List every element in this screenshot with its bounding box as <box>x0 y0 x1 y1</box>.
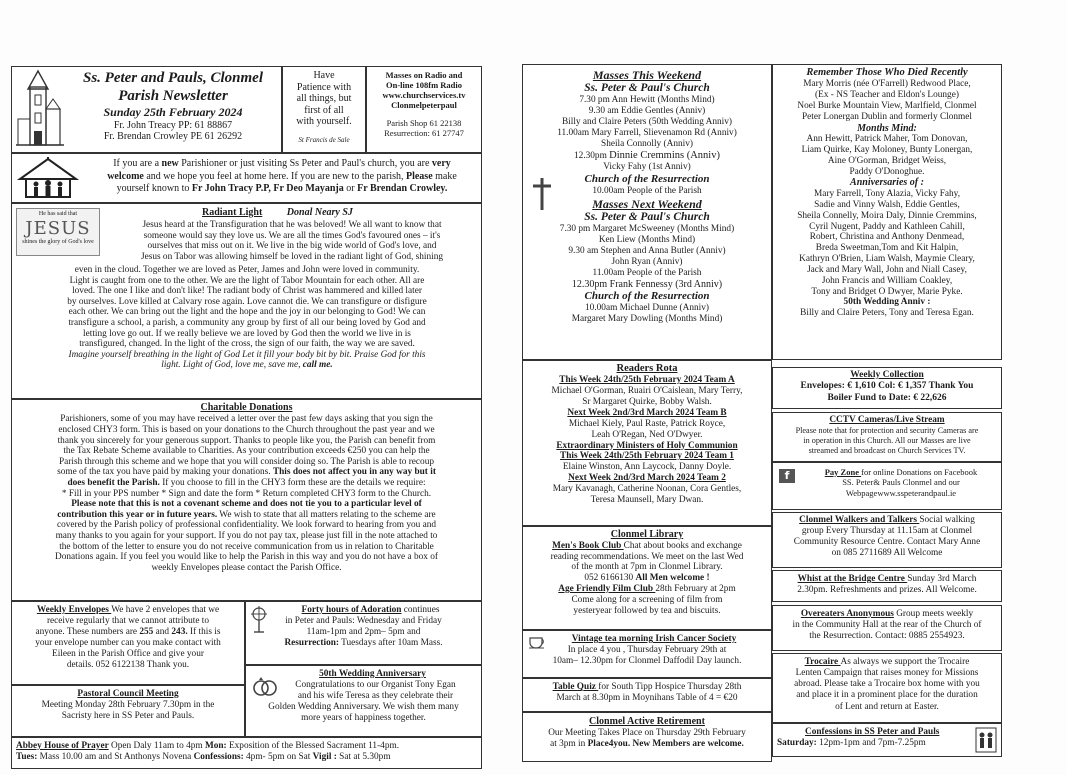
adoration-line: 11am-1pm and 2pm– 5pm and <box>306 626 421 637</box>
trocaire-line: of Lent and return at Easter. <box>835 701 939 712</box>
body-line: someone would say they love us. We are all the times God's favoured ones – it's <box>143 230 441 241</box>
envelopes-line: your envelope number can you make contact with <box>35 637 221 648</box>
mass-line: 11.00am People of the Parish <box>592 267 702 278</box>
body-line: Parishioners, some of you may have received a letter over the past few days asking that you sign the <box>60 414 433 425</box>
masses-next-weekend-heading: Masses Next Weekend <box>592 196 702 211</box>
remember-line: Jack and Mary Wall, John and Niall Casey, <box>807 264 967 275</box>
remember-heading: Remember Those Who Died Recently <box>806 67 968 78</box>
radio-line: Clonmelpeterpaul <box>391 100 457 111</box>
mass-line: Billy and Claire Peters (50th Wedding Anniv) <box>561 117 733 128</box>
wedding-line: Golden Wedding Anniversary. We wish them many <box>268 701 459 712</box>
library-heading: Clonmel Library <box>610 529 684 540</box>
retirement-heading: Clonmel Active Retirement <box>589 716 705 727</box>
team-line: Sr Margaret Quirke, Bobby Walsh. <box>582 397 712 408</box>
radio-line: Masses on Radio and <box>385 70 463 80</box>
vintage-line: 10am– 12.30pm for Clonmel Daffodil Day launch. <box>552 656 742 667</box>
resurrection-phone: Resurrection: 61 27747 <box>384 128 464 139</box>
mass-line: 9.30 am Stephen and Anna Butler (Anniv) <box>568 245 726 256</box>
body-line: many thanks to you again for your support. If you do not pay tax, please just fill in the note attached to <box>55 530 438 541</box>
retirement-line: at 3pm in Place4you. New Members are welcome. <box>550 739 744 750</box>
wedding-line: and his wife Teresa as they celebrate their <box>297 690 454 701</box>
remember-line: Mary Morris (née O'Farrell) Redwood Place, <box>803 79 971 90</box>
walkers-line: group Every Thursday at 11.15am at Clonmel <box>801 525 973 536</box>
trocaire-line: and place it in a prominent place for the duration <box>796 690 978 701</box>
remember-line: Aine O'Gorman, Bridget Weiss, <box>827 155 947 166</box>
charitable-heading: Charitable Donations <box>200 402 293 413</box>
cctv-line: in operation in this Church. All our Masses are live <box>803 436 971 445</box>
body-line: covered by the Parish policy of professional confidentiality. We look forward to hearing from you and <box>56 520 437 531</box>
readers-heading: Readers Rota <box>616 363 678 374</box>
body-line: some of the tax you have paid by making your donations. This does not affect you in any way but it <box>57 467 436 478</box>
trocaire-box <box>772 653 1002 723</box>
remember-line: (Ex - NS Teacher and Eldon's Lounge) <box>815 90 959 101</box>
months-mind-heading: Months Mind: <box>857 122 917 134</box>
payzone-line: SS. Peter& Pauls Clonmel and our <box>842 477 960 488</box>
body-line: letting love go out. If we really believe we are loved by God then the world we live in is <box>83 328 411 339</box>
whist-line: 2.30pm. Refreshments and prizes. All Welcome. <box>797 585 977 596</box>
masses-this-weekend-heading: Masses This Weekend <box>592 68 702 82</box>
welcome-line: If you are a new Parishioner or just visiting Ss Peter and Paul's church, you are very <box>113 158 451 169</box>
confessions-heading: Confessions in SS Peter and Pauls <box>805 727 940 737</box>
wedding-line: Congratulations to our Organist Tony Egan <box>295 679 456 690</box>
table-quiz-box <box>522 678 772 712</box>
mass-line: 10.00am Michael Dunne (Anniv) <box>585 303 709 314</box>
cctv-box <box>772 412 1002 462</box>
body-line: Please note that this is not a covenant scheme and does not tie you to a particular level of <box>71 499 422 510</box>
collection-line: Envelopes: € 1,610 Col: € 1,357 Thank You <box>800 381 974 392</box>
team-heading: Next Week 2nd/3rd March 2024 Team 2 <box>568 473 726 484</box>
collection-line: Boiler Fund to Date: € 22,626 <box>827 392 947 403</box>
library-line: yesteryear followed by tea and biscuits. <box>573 605 721 616</box>
library-line: reading recommendations. We meet on the last Wed <box>550 551 744 562</box>
mass-line: 7.30 pm Ann Hewitt (Months Mind) <box>579 95 715 106</box>
facebook-icon: f <box>779 469 795 483</box>
mass-line: John Ryan (Anniv) <box>611 256 683 267</box>
body-line: transfigured, changed. In the light of the cross, the sign of our faith, the way we are saved. <box>79 339 415 350</box>
weekly-envelopes-box <box>11 601 245 685</box>
remember-line: Tony and Bridget O Dwyer, Marie Pyke. <box>811 286 963 297</box>
body-line: Donations again. If you feel you would like to help the Parish in this way and you do not have a box of <box>55 552 438 563</box>
radiant-light-box <box>11 203 482 399</box>
abbey-line: Tues: Mass 10.00 am and St Anthonys Novena Confessions: 4pm- 5pm on Sat Vigil : Sat at 5.30pm <box>16 752 391 763</box>
team-line: Elaine Winston, Ann Laycock, Danny Doyle. <box>562 462 732 473</box>
envelopes-line: Weekly Envelopes We have 2 envelopes that we <box>36 605 220 615</box>
team-line: Leah O'Regan, Ned O'Dwyer. <box>591 429 703 440</box>
radiant-heading: Radiant Light <box>202 207 263 218</box>
quote-line: all things, but <box>296 93 352 104</box>
mass-line: 7.30 pm Margaret McSweeney (Months Mind) <box>559 224 735 235</box>
cctv-line: streamed and broadcast on Church Services TV. <box>808 445 966 455</box>
retirement-line: Our Meeting Takes Place on Thursday 29th February <box>548 728 746 738</box>
whist-box <box>772 570 1002 602</box>
payzone-line: Webpagewww.sspeterandpaul.ie <box>845 487 957 498</box>
quote-line: Patience with <box>296 81 352 93</box>
teacup-icon <box>529 635 547 649</box>
remember-line: Billy and Claire Peters, Tony and Teresa Egan. <box>800 308 974 319</box>
church-heading: Ss. Peter & Paul's Church <box>584 210 710 223</box>
adoration-line: Forty hours of Adoration continues <box>301 605 440 615</box>
remember-line: Liam Quirke, Kay Moloney, Bunty Lonergan, <box>801 145 973 155</box>
library-box <box>522 526 772 630</box>
body-line: thank you sincerely for your generous support. Thanks to people like you, the Parish can benefit from <box>57 435 436 446</box>
body-line: even in the cloud. Together we are loved as Peter, James and John were loved in community. <box>74 265 420 275</box>
active-retirement-box <box>522 712 772 762</box>
radiant-author: Donal Neary SJ <box>286 207 353 218</box>
mass-line: 10.00am People of the Parish <box>592 185 702 196</box>
envelopes-line: anyone. These numbers are 255 and 243. If this is <box>35 626 221 637</box>
mass-line: Sheila Connolly (Anniv) <box>601 138 693 149</box>
vintage-tea-box <box>522 630 772 678</box>
jesus-image: He has said that JESUS shines the glory of God's love <box>16 208 100 256</box>
quote-line: first of all <box>304 104 344 116</box>
body-line: loved. The one I like and don't like! The radiant body of Christ was hammered and killed later <box>72 286 422 297</box>
remember-line: Cyril Nugent, Paddy and Kathleen Cahill, <box>809 221 965 232</box>
body-line: by ourselves. Love killed at Calvary rose again. Love cannot die. We can transfigure or disfigure <box>67 296 427 307</box>
remember-line: Ann Hewitt, Patrick Maher, Tom Donovan, <box>806 134 968 145</box>
remember-line: Robert, Christina and Anthony Denmead, <box>809 232 965 243</box>
mass-line: 12.30pm Dinnie Cremmins (Anniv) <box>574 149 720 161</box>
welcome-line: welcome and we hope you feel at home here. If you are new to the parish, Please make <box>107 170 457 182</box>
shop-phone: Parish Shop 61 22138 <box>386 118 462 129</box>
remember-box <box>772 64 1002 360</box>
wedding-rings-icon <box>252 676 278 698</box>
wedding-anniv-heading: 50th Wedding Anniv : <box>843 297 931 308</box>
radio-line: www.churchservices.tv <box>382 90 466 101</box>
remember-line: Sheila Connelly, Moira Daly, Dinnie Cremmins, <box>797 210 977 221</box>
quote-line: with yourself. <box>296 116 352 127</box>
readers-rota-box <box>522 360 772 526</box>
remember-line: Mary Farrell, Tony Alazia, Vicky Fahy, <box>813 189 961 200</box>
team-line: Teresa Maunsell, Mary Dwan. <box>590 494 704 505</box>
mass-line: 9.30 am Eddie Gentles (Anniv) <box>588 106 706 117</box>
pastoral-council-box <box>11 685 245 737</box>
overeaters-box <box>772 605 1002 651</box>
walkers-line: on 085 2711689 All Welcome <box>831 547 943 558</box>
walkers-box <box>772 512 1002 568</box>
whist-line: Whist at the Bridge Centre Sunday 3rd March <box>797 574 977 584</box>
team-heading: This Week 24th/25th February 2024 Team 1 <box>560 451 734 462</box>
body-line: the Tax Rebate Scheme available to Charities. As your contribution exceeds €250 you can help the <box>63 446 430 457</box>
church-heading: Church of the Resurrection <box>584 173 710 186</box>
crucifix-icon <box>531 177 553 211</box>
reflection-line: Imagine yourself breathing in the light of God Let it fill your body bit by bit. Praise God for this <box>68 349 426 360</box>
walkers-line: Clonmel Walkers and Talkers Social walking <box>799 515 975 525</box>
church-logo <box>16 69 64 149</box>
remember-line: Kathryn O'Brien, Liam Walsh, Maymie Cleary, <box>799 254 975 265</box>
body-line: ourselves that miss out on it. We live in the big wide world of God's love, and <box>147 241 437 252</box>
body-line: Light is caught from one to the other. We are the light of Tabor Mountain for each other. All are <box>69 275 425 286</box>
wedding-line: more years of happiness together. <box>301 712 426 723</box>
envelopes-line: receive regularly that we cannot attribute to <box>46 615 210 626</box>
adoration-box <box>245 601 482 665</box>
body-line: does benefit the Parish. If you choose to fill in the CHY3 form these are the details we require: <box>67 477 426 488</box>
weekly-collection-box <box>772 367 1002 409</box>
anniversaries-heading: Anniversaries of : <box>850 177 924 189</box>
pastoral-heading: Pastoral Council Meeting <box>77 689 179 699</box>
envelopes-line: Eileen in the Parish Office and give your <box>52 648 204 659</box>
remember-line: Noel Burke Mountain View, Marlfield, Clonmel <box>797 100 977 111</box>
wedding-anniversary-box <box>245 665 482 737</box>
remember-line: Paddy O'Donoghue. <box>849 166 925 177</box>
remember-line: John Francis and William Coakley, <box>821 275 953 286</box>
collection-heading: Weekly Collection <box>850 370 924 380</box>
church-heading: Church of the Resurrection <box>584 290 710 303</box>
trocaire-line: Lenten Campaign that raises money for Missions <box>795 668 979 679</box>
library-line: 052 6166130 All Men welcome ! <box>584 573 710 584</box>
body-line: transfigure a school, a parish, a community any group by first of all our being loved by God and <box>68 317 426 328</box>
abbey-house-box <box>11 737 482 769</box>
masses-radio-box <box>366 66 482 153</box>
confessions-box <box>772 723 1002 757</box>
newsletter-subtitle: Parish Newsletter <box>118 87 228 104</box>
mass-line: 11.00am Mary Farrell, Slievenamon Rd (Anniv) <box>557 128 737 139</box>
welcome-line: yourself known to Fr John Tracy P.P, Fr Deo Mayanja or Fr Brendan Crowley. <box>116 183 448 194</box>
patience-box <box>282 66 366 153</box>
payzone-box <box>772 462 1002 510</box>
body-line: the bottom of the letter to ensure you do not receive communication from us in relation to Charitable <box>59 541 434 552</box>
mass-line: Ken Liew (Months Mind) <box>598 235 696 246</box>
abbey-line: Abbey House of Prayer Open Daly 11am to 4pm Mon: Exposition of the Blessed Sacrament 11-4pm. <box>16 741 400 751</box>
quote-line: Have <box>313 70 335 81</box>
team-line: Michael Kiely, Paul Raste, Patrick Royce, <box>568 418 726 429</box>
welcome-box <box>11 153 482 203</box>
library-line: of the month at 7pm in Clonmel Library. <box>571 562 723 573</box>
priest-contact: Fr. John Treacy PP: 61 88867 <box>113 119 233 131</box>
confessions-line: Saturday: 12pm-1pm and 7pm-7.25pm <box>777 738 926 749</box>
body-line: * Fill in your PPS number * Sign and date the form * Return completed CHY3 form to the Church. <box>61 488 432 499</box>
body-line: each other. We can bring out the light and the hope and the joy in our belonging to God! We can <box>68 307 426 318</box>
newsletter-title: Ss. Peter and Pauls, Clonmel <box>82 70 264 86</box>
library-line: Age Friendly Film Club 28th February at 2pm <box>558 584 736 595</box>
team-line: Mary Kavanagh, Catherine Noonan, Cora Gentles, <box>552 484 742 495</box>
overeaters-line: in the Community Hall at the rear of the Church of <box>792 620 982 631</box>
overeaters-line: the Resurrection. Contact: 0885 2554923. <box>809 631 965 642</box>
pastoral-line: Meeting Monday 28th February 7.30pm in the <box>41 699 215 710</box>
team-heading: Next Week 2nd/3rd March 2024 Team B <box>567 407 727 418</box>
remember-line: Peter Lonergan Dublin and formerly Clonmel <box>802 111 972 122</box>
payzone-line: Pay Zone for online Donations on Facebook <box>824 467 978 477</box>
pastoral-line: Sacristy here in SS Peter and Pauls. <box>61 710 195 721</box>
remember-line: Breda Sweetman,Tom and Kit Halpin, <box>815 243 959 254</box>
mass-line: Vicky Fahy (1st Anniv) <box>603 162 691 173</box>
radio-line: On-line 108fm Radio <box>385 80 463 91</box>
team-heading: This Week 24th/25th February 2024 Team A <box>559 375 735 386</box>
overeaters-line: Overeaters Anonymous Group meets weekly <box>800 609 974 619</box>
wedding-heading: 50th Wedding Anniversary <box>319 669 426 679</box>
church-family-icon <box>16 157 80 199</box>
church-heading: Ss. Peter & Paul's Church <box>584 82 710 95</box>
confession-icon <box>975 727 997 753</box>
body-line: contribution this year or in future years. We wish to state that all matters relating to the scheme are <box>57 509 436 520</box>
body-line: Jesus heard at the Transfiguration that he was beloved! We all want to know that <box>142 220 442 230</box>
header-box <box>11 66 282 153</box>
walkers-line: Community Resource Centre. Contact Mary Anne <box>793 536 981 547</box>
trocaire-line: Trocaire As always we support the Trocaire <box>804 657 970 667</box>
cctv-heading: CCTV Cameras/Live Stream <box>829 415 945 425</box>
ministers-heading: Extraordinary Ministers of Holy Communion <box>556 440 738 451</box>
vintage-line: In place 4 you , Thursday February 29th at <box>567 645 727 656</box>
reflection-line: light. Light of God, love me, save me, call me. <box>161 360 333 371</box>
vintage-line: Vintage tea morning Irish Cancer Society <box>571 634 737 644</box>
charitable-donations-box <box>11 399 482 601</box>
mass-line: Margaret Mary Dowling (Months Mind) <box>571 314 723 325</box>
priest-contact: Fr. Brendan Crowley PE 61 26292 <box>103 131 243 143</box>
adoration-line: in Peter and Pauls: Wednesday and Friday <box>285 615 442 626</box>
body-line: Parish through this scheme and we hope that you will consider doing so. The Parish is able to recoup <box>59 456 434 467</box>
team-line: Michael O'Gorman, Ruairi O'Caislean, Mary Terry, <box>551 386 743 397</box>
mass-line: 12.30pm Frank Fennessy (3rd Anniv) <box>571 278 723 290</box>
newsletter-date: Sunday 25th February 2024 <box>103 105 243 120</box>
trocaire-line: abroad. Please take a Trocaire box home with you <box>794 679 980 690</box>
envelopes-line: details. 052 6122138 Thank you. <box>66 659 190 670</box>
library-line: Come along for a screening of film from <box>571 595 723 606</box>
quote-attribution: St Francis de Sale <box>298 135 350 144</box>
library-line: Men's Book Club Chat about books and exchange <box>552 540 742 551</box>
body-line: enclosed CHY3 form. This is based on your donations to the Church throughout the past year and we <box>58 424 435 435</box>
masses-box <box>522 64 772 360</box>
body-line: Jesus on Tabor was allowing himself be loved in the radiant light of God, shining <box>140 251 444 262</box>
body-line: weekly Envelopes please contact the Parish Office. <box>151 562 342 573</box>
quiz-line: Table Quiz for South Tipp Hospice Thursday 28th <box>552 682 742 692</box>
quiz-line: March at 8.30pm in Moynihans Table of 4 = €20 <box>556 693 738 704</box>
remember-line: Sadie and Vinny Walsh, Eddie Gentles, <box>814 199 960 210</box>
adoration-line: Resurrection: Tuesdays after 10am Mass. <box>284 637 443 648</box>
monstrance-icon <box>250 606 268 634</box>
cctv-line: Please note that for protection and security Cameras are <box>795 426 979 436</box>
